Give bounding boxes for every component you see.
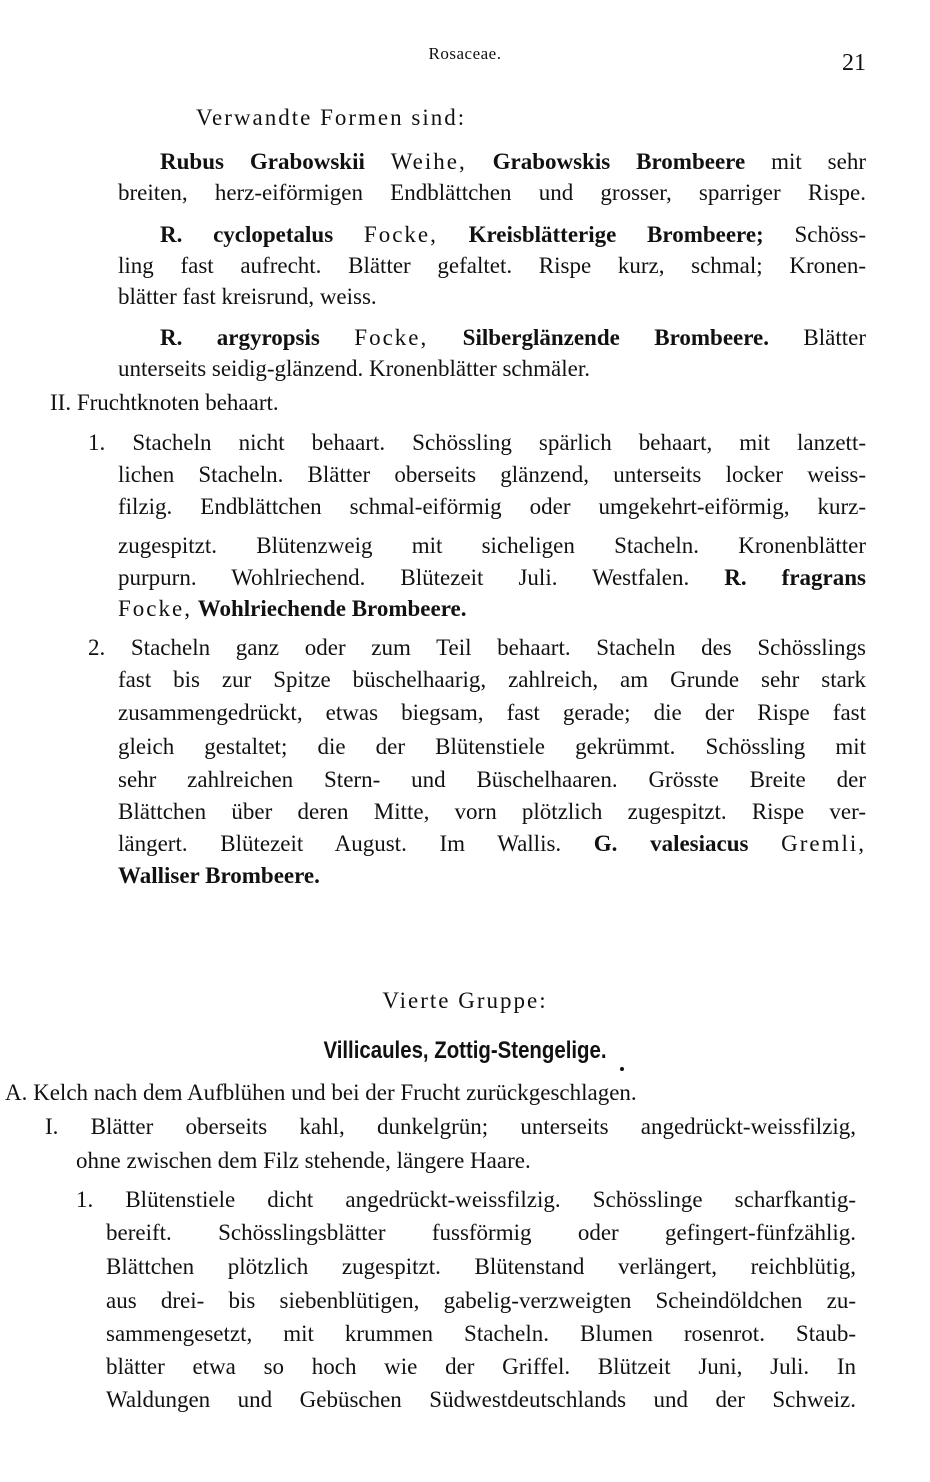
form3-line-2: unterseits seidig-glänzend. Kronenblätter schmäler. <box>118 356 590 381</box>
itemA1-line-1: 1. Blütenstiele dicht angedrückt-weissfilzig. Schösslinge scharfkantig- <box>76 1187 856 1212</box>
intro-line: Verwandte Formen sind: <box>196 105 467 130</box>
taxon-name: R. argyropsis <box>160 325 320 350</box>
item2-line-5: sehr zahlreichen Stern- und Büschelhaaren. Grösste Breite der <box>118 767 866 792</box>
item2-line-7 <box>118 828 866 859</box>
item2-line-1: 2. Stacheln ganz oder zum Teil behaart. Stacheln des Schösslings <box>88 635 866 660</box>
author-name: Weihe, <box>390 149 467 174</box>
running-head: Rosaceae. <box>428 44 502 63</box>
item1-line-4: zugespitzt. Blütenzweig mit sicheligen Stacheln. Kronenblätter <box>118 533 866 558</box>
form1-line-2: breiten, herz-eiförmigen Endblättchen und grosser, sparriger Rispe. <box>118 180 866 205</box>
itemA1-line-6: blätter etwa so hoch wie der Griffel. Blützeit Juni, Juli. In <box>106 1354 856 1379</box>
form2-line-3: blätter fast kreisrund, weiss. <box>118 284 377 309</box>
stray-dot <box>620 1067 624 1071</box>
author-name: Focke, <box>363 222 438 247</box>
item2-line-4: gleich gestaltet; die der Blütenstiele gekrümmt. Schössling mit <box>118 734 866 759</box>
common-name: Silberglänzende Brombeere. <box>462 325 770 350</box>
author-name: Focke, <box>118 596 192 621</box>
form2-line-2: ling fast aufrecht. Blätter gefaltet. Rispe kurz, schmal; Kronen- <box>118 253 866 278</box>
text-fragment: mit sehr <box>745 149 866 174</box>
item2-line-2: fast bis zur Spitze büschelhaarig, zahlreich, am Grunde sehr stark <box>118 667 866 692</box>
item1-line-2: lichen Stacheln. Blätter oberseits glänzend, unterseits locker weiss- <box>118 462 866 487</box>
form1-line-1 <box>160 146 866 177</box>
group-title: Vierte Gruppe: <box>382 988 548 1013</box>
itemA1-line-3: Blättchen plötzlich zugespitzt. Blütenstand verlängert, reichblütig, <box>106 1254 856 1279</box>
itemA1-line-2: bereift. Schösslingsblätter fussförmig oder gefingert-fünfzählig. <box>106 1220 856 1245</box>
item1-line-3: filzig. Endblättchen schmal-eiförmig oder umgekehrt-eiförmig, kurz- <box>118 494 866 519</box>
taxon-name: R. fragrans <box>724 565 867 590</box>
itemA1-line-4: aus drei- bis siebenblütigen, gabelig-verzweigten Scheindöldchen zu- <box>106 1288 856 1313</box>
author-name: Focke, <box>354 325 429 350</box>
taxon-name: Rubus Grabowskii <box>160 149 365 174</box>
taxon-name: G. valesiacus <box>593 831 749 856</box>
item1-line-1: 1. Stacheln nicht behaart. Schössling spärlich behaart, mit lanzett- <box>88 430 866 455</box>
common-name: Wohlriechende Brombeere. <box>197 596 467 621</box>
item1-line-6 <box>118 593 466 624</box>
itemA1-line-5: sammengesetzt, mit krummen Stacheln. Blumen rosenrot. Staub- <box>106 1321 856 1346</box>
group-name: Villicaules, Zottig-Stengelige. <box>323 1037 607 1064</box>
common-name: Kreisblätterige Brombeere; <box>468 222 764 247</box>
taxon-name: R. cyclopetalus <box>160 222 334 247</box>
form3-line-1 <box>160 322 866 353</box>
text-fragment: Blätter <box>769 325 867 350</box>
item2-line-6: Blättchen über deren Mitte, vorn plötzlich zugespitzt. Rispe ver- <box>118 799 866 824</box>
form2-line-1 <box>160 219 866 250</box>
page-number: 21 <box>842 50 866 76</box>
item2-line-8: Walliser Brombeere. <box>118 863 320 888</box>
item2-line-3: zusammengedrückt, etwas biegsam, fast gerade; die der Rispe fast <box>118 700 866 725</box>
itemA1-line-7: Waldungen und Gebüschen Südwestdeutschlands und der Schweiz. <box>106 1387 856 1412</box>
item1-line-5 <box>118 562 866 593</box>
sectionA-I-line-2: ohne zwischen dem Filz stehende, längere Haare. <box>76 1148 531 1173</box>
section-heading-ii: II. Fruchtknoten behaart. <box>50 390 279 415</box>
text-fragment: längert. Blütezeit August. Im Wallis. <box>118 831 594 856</box>
author-name: Gremli, <box>781 831 867 856</box>
section-heading-a: A. Kelch nach dem Aufblühen und bei der Frucht zurückgeschlagen. <box>5 1080 637 1105</box>
text-fragment: purpurn. Wohlriechend. Blütezeit Juli. Westfalen. <box>118 565 725 590</box>
sectionA-I-line-1: I. Blätter oberseits kahl, dunkelgrün; unterseits angedrückt-weissfilzig, <box>45 1114 856 1139</box>
common-name: Grabowskis Brombeere <box>492 149 746 174</box>
text-fragment: Schöss- <box>763 222 867 247</box>
